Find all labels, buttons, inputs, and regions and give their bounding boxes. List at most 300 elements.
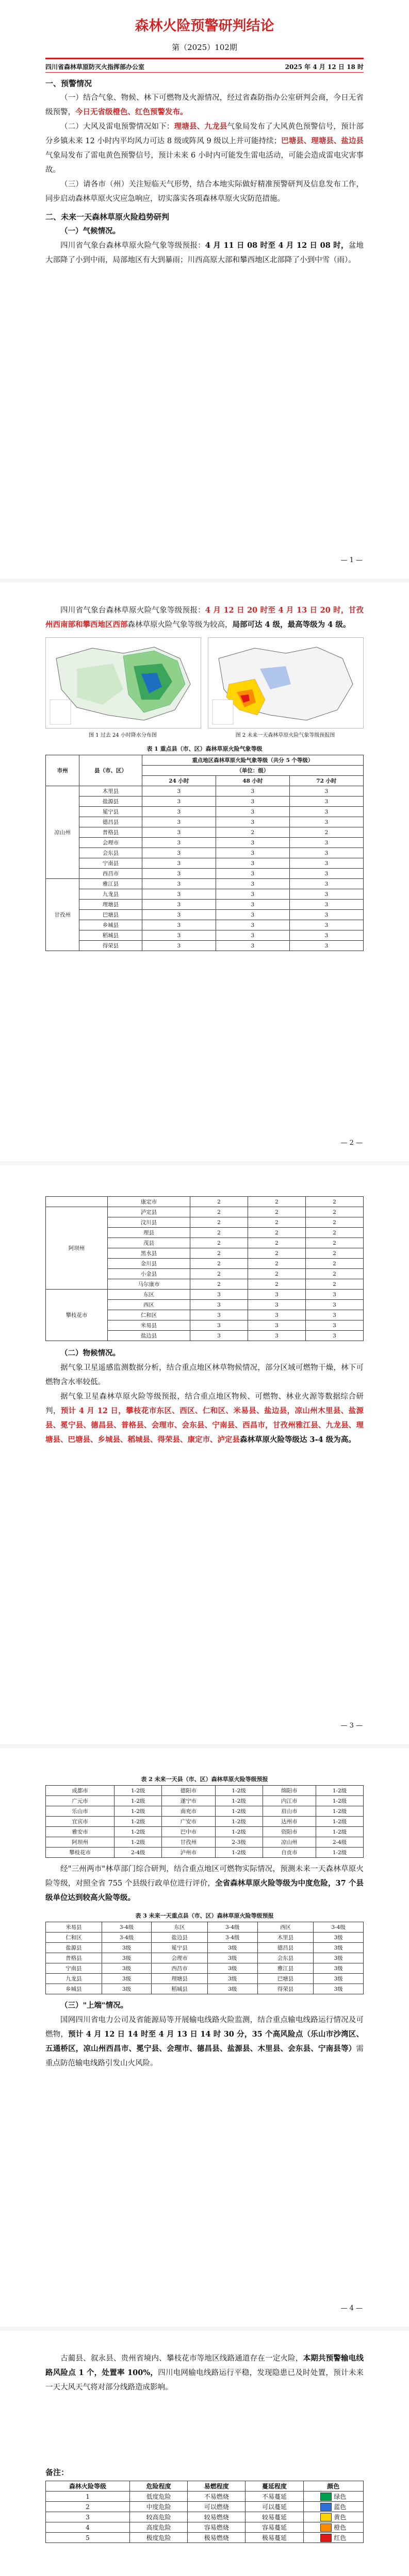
region-cell: 会东县 xyxy=(257,1953,314,1963)
level-cell: 3 xyxy=(142,827,216,838)
level-cell: 3 xyxy=(216,900,289,910)
level-cell: 2 xyxy=(306,1248,364,1259)
level-cell: 2 xyxy=(190,1207,248,1217)
level-cell: 3 xyxy=(142,858,216,869)
level-cell: 2 xyxy=(306,1269,364,1279)
county-cell: 冕宁县 xyxy=(79,807,142,817)
level-cell: 3 xyxy=(248,1331,306,1341)
level-cell: 1-2级 xyxy=(114,1837,162,1848)
level-cell: 2 xyxy=(248,1207,306,1217)
level-cell: 3 xyxy=(289,838,363,848)
city-cell: 甘孜州 xyxy=(46,879,79,951)
region-cell: 盐边县 xyxy=(152,1933,208,1943)
forecast-summary: 经"三州两市"林草部门综合研判，结合重点地区可燃物实际情况，预测未来一天森林草原火险等级，对照全省 755 个县级行政单位进行评价，全省森林草原火险等级为中度危险，37 个县级单位达到较高火险等级。 xyxy=(45,1865,364,1902)
level-cell: 3 xyxy=(216,869,289,879)
level-cell: 3 xyxy=(216,817,289,827)
level-cell: 3 xyxy=(289,930,363,941)
color-swatch xyxy=(320,2534,332,2542)
level-cell: 3-4级 xyxy=(314,1922,364,1933)
level-cell: 2 xyxy=(190,1217,248,1228)
region-cell: 广安市 xyxy=(162,1817,215,1827)
table-3-caption: 表 3 未来一天重点县（市、区）森林草原火险等级预报 xyxy=(135,1912,274,1919)
table-row xyxy=(46,930,364,941)
legend-spread-cell: 较易蔓延 xyxy=(246,2512,303,2522)
region-cell: 资阳市 xyxy=(263,1827,316,1837)
region-cell: 眉山市 xyxy=(263,1806,316,1817)
table-row xyxy=(46,1953,364,1963)
level-cell: 2 xyxy=(306,1279,364,1290)
table-row xyxy=(46,1963,364,1974)
county-cell: 康定市 xyxy=(108,1197,190,1207)
region-cell: 南充市 xyxy=(162,1806,215,1817)
level-cell: 3 xyxy=(289,786,363,796)
level-cell: 3-4级 xyxy=(102,1922,152,1933)
level-cell: 2-3级 xyxy=(215,1837,263,1848)
level-cell: 3 xyxy=(289,869,363,879)
legend-spread-cell: 容易蔓延 xyxy=(246,2522,303,2533)
table-row xyxy=(46,879,364,889)
level-cell: 3 xyxy=(289,858,363,869)
header-rule xyxy=(45,58,364,59)
region-cell: 宁南县 xyxy=(46,1963,102,1974)
region-cell: 普格县 xyxy=(46,1953,102,1963)
section-2-heading: 二、未来一天森林草原火险趋势研判 xyxy=(45,212,170,222)
forecast-paragraph: 四川省气象台森林草原火险气象等级预报：4 月 12 日 20 时至 4 月 13 日 20 时，甘孜州西南部和攀西地区西部森林草原火险气象等级为较高，局部可达 4 级，最高等级为 4 级。 xyxy=(45,606,364,629)
level-cell: 1-2级 xyxy=(114,1786,162,1796)
city-cell xyxy=(46,1197,108,1207)
table-row xyxy=(46,1207,364,1217)
level-cell: 2 xyxy=(248,1248,306,1259)
region-cell: 米易县 xyxy=(46,1922,102,1933)
region-cell: 得荣县 xyxy=(257,1984,314,1994)
table-1-caption: 表 1 重点县（市、区）森林草原火险气象等级 xyxy=(146,745,263,752)
region-cell: 木里县 xyxy=(257,1933,314,1943)
table-1-continued xyxy=(45,1196,364,1341)
level-cell: 3级 xyxy=(102,1984,152,1994)
col-unit: （单位：级） xyxy=(142,766,363,776)
county-cell: 木里县 xyxy=(79,786,142,796)
legend-danger-cell: 低度危险 xyxy=(129,2492,187,2502)
level-cell: 3 xyxy=(142,817,216,827)
region-cell: 理塘县 xyxy=(152,1974,208,1984)
col-county: 县（市、区） xyxy=(79,755,142,786)
level-cell: 3级 xyxy=(314,1963,364,1974)
region-cell: 巴中市 xyxy=(162,1827,215,1837)
legend-header: 蔓延程度 xyxy=(246,2481,303,2492)
table-row xyxy=(46,1786,364,1796)
level-cell: 3级 xyxy=(314,1953,364,1963)
level-cell: 3级 xyxy=(208,1984,258,1994)
level-cell: 3 xyxy=(190,1300,248,1310)
level-cell: 3 xyxy=(142,879,216,889)
level-cell: 2 xyxy=(190,1259,248,1269)
region-cell: 巴塘县 xyxy=(257,1974,314,1984)
level-cell: 3 xyxy=(306,1290,364,1300)
region-cell: 自贡市 xyxy=(263,1848,316,1858)
section-2-p1: 四川省气象台森林草原火险气象等级预报：4 月 11 日 08 时至 4 月 12 日 08 时，盆地大部降了小到中雨，局部地区有大到暴雨；川西高原大部和攀西地区北部降了小到中雪（雨）。 xyxy=(45,241,364,264)
table-row xyxy=(46,1827,364,1837)
level-cell: 3 xyxy=(216,910,289,920)
county-cell: 马尔康市 xyxy=(108,1279,190,1290)
region-cell: 稻城县 xyxy=(152,1984,208,1994)
level-cell: 2 xyxy=(306,1238,364,1248)
table-3 xyxy=(45,1922,364,1994)
level-cell: 3 xyxy=(216,930,289,941)
county-cell: 会理市 xyxy=(79,838,142,848)
level-cell: 3 xyxy=(142,941,216,951)
table-row xyxy=(46,1817,364,1827)
level-cell: 3 xyxy=(306,1320,364,1331)
level-cell: 3 xyxy=(142,807,216,817)
page-number: — 2 — xyxy=(340,1139,363,1147)
col-city: 市州 xyxy=(46,755,79,786)
level-cell: 2 xyxy=(248,1197,306,1207)
table-row xyxy=(46,1290,364,1300)
level-cell: 3 xyxy=(142,889,216,900)
legend-color-cell xyxy=(303,2502,363,2512)
county-cell: 金川县 xyxy=(108,1259,190,1269)
region-cell: 乡城县 xyxy=(46,1984,102,1994)
col-48h: 48 小时 xyxy=(216,776,289,786)
header-row xyxy=(45,62,364,71)
county-cell: 雅江县 xyxy=(79,879,142,889)
county-cell: 稻城县 xyxy=(79,930,142,941)
level-cell: 3 xyxy=(142,910,216,920)
level-cell: 2 xyxy=(190,1248,248,1259)
level-cell: 2 xyxy=(248,1259,306,1269)
level-cell: 3 xyxy=(142,786,216,796)
region-cell: 东区 xyxy=(152,1922,208,1933)
legend-danger-cell: 中度危险 xyxy=(129,2502,187,2512)
table-row xyxy=(46,910,364,920)
region-cell: 泸州市 xyxy=(162,1848,215,1858)
color-swatch xyxy=(320,2523,332,2532)
region-cell: 遂宁市 xyxy=(162,1796,215,1806)
level-cell: 3 xyxy=(248,1320,306,1331)
level-cell: 3 xyxy=(306,1331,364,1341)
region-cell: 内江市 xyxy=(263,1796,316,1806)
level-cell: 3 xyxy=(216,879,289,889)
level-cell: 3级 xyxy=(314,1974,364,1984)
level-cell: 1-2级 xyxy=(114,1817,162,1827)
legend-header: 危险程度 xyxy=(129,2481,187,2492)
level-cell: 3 xyxy=(142,920,216,930)
page-2 xyxy=(0,583,409,1161)
issuing-org: 四川省森林草原防灭火指挥部办公室 xyxy=(45,63,145,71)
county-cell: 汶川县 xyxy=(108,1217,190,1228)
county-cell: 茂县 xyxy=(108,1238,190,1248)
region-cell: 宜宾市 xyxy=(46,1817,114,1827)
legend-header: 易燃程度 xyxy=(188,2481,246,2492)
city-cell: 阿坝州 xyxy=(46,1207,108,1290)
county-cell: 宁南县 xyxy=(79,858,142,869)
legend-spread-cell: 不易蔓延 xyxy=(246,2492,303,2502)
table-row xyxy=(46,1984,364,1994)
table-row xyxy=(46,838,364,848)
table-row xyxy=(46,858,364,869)
level-cell: 2 xyxy=(248,1238,306,1248)
level-cell: 3 xyxy=(248,1290,306,1300)
region-cell: 德昌县 xyxy=(257,1943,314,1953)
county-cell: 巴塘县 xyxy=(79,910,142,920)
county-cell: 九龙县 xyxy=(79,889,142,900)
level-cell: 3 xyxy=(190,1320,248,1331)
level-cell: 2 xyxy=(248,1228,306,1238)
level-cell: 2 xyxy=(306,1259,364,1269)
table-row xyxy=(46,796,364,807)
level-cell: 3 xyxy=(289,796,363,807)
level-cell: 3 xyxy=(289,848,363,858)
level-cell: 2 xyxy=(190,1279,248,1290)
level-cell: 3 xyxy=(289,920,363,930)
level-cell: 1-2级 xyxy=(114,1827,162,1837)
level-cell: 1-2级 xyxy=(316,1827,364,1837)
level-cell: 3 xyxy=(142,930,216,941)
level-cell: 3 xyxy=(216,920,289,930)
level-cell: 3级 xyxy=(314,1933,364,1943)
region-cell: 绵阳市 xyxy=(263,1786,316,1796)
table-2 xyxy=(45,1785,364,1858)
region-cell: 西昌市 xyxy=(152,1963,208,1974)
level-cell: 2 xyxy=(306,1217,364,1228)
level-cell: 3 xyxy=(216,807,289,817)
legend-spread-cell: 可以蔓延 xyxy=(246,2502,303,2512)
maps-row xyxy=(45,637,364,738)
region-cell: 凉山州 xyxy=(263,1837,316,1848)
level-cell: 3 xyxy=(190,1290,248,1300)
level-cell: 3 xyxy=(306,1300,364,1310)
level-cell: 1-2级 xyxy=(215,1848,263,1858)
issue-date: 2025 年 4 月 12 日 18 时 xyxy=(285,63,364,71)
county-cell: 盐源县 xyxy=(79,796,142,807)
county-cell: 普格县 xyxy=(79,827,142,838)
level-cell: 3 xyxy=(142,848,216,858)
level-cell: 3 xyxy=(216,786,289,796)
legend-row xyxy=(46,2522,364,2533)
level-cell: 3 xyxy=(216,838,289,848)
table-row xyxy=(46,920,364,930)
page-number: — 3 — xyxy=(340,1722,363,1730)
county-cell: 仁和区 xyxy=(108,1310,190,1320)
level-cell: 2-4级 xyxy=(114,1848,162,1858)
table-row xyxy=(46,807,364,817)
level-cell: 1-2级 xyxy=(114,1806,162,1817)
table-row xyxy=(46,900,364,910)
level-cell: 3 xyxy=(248,1300,306,1310)
color-swatch xyxy=(320,2513,332,2521)
level-cell: 3 xyxy=(289,889,363,900)
page-number: — 4 — xyxy=(340,2304,363,2312)
level-cell: 1-2级 xyxy=(215,1786,263,1796)
level-cell: 1-2级 xyxy=(215,1806,263,1817)
region-cell: 西区 xyxy=(257,1922,314,1933)
phenology-p1: 据气象卫星遥感监测数据分析，结合重点地区林草物候情况，部分区域可燃物干燥，林下可燃物含水率较低。 xyxy=(45,1364,364,1386)
table-row xyxy=(46,941,364,951)
level-cell: 2 xyxy=(248,1217,306,1228)
legend-level-cell: 4 xyxy=(46,2522,130,2533)
level-cell: 3级 xyxy=(102,1953,152,1963)
fire-risk-map xyxy=(208,637,364,728)
level-cell: 3 xyxy=(289,900,363,910)
city-cell: 凉山州 xyxy=(46,786,79,879)
county-cell: 东区 xyxy=(108,1290,190,1300)
color-label: 黄色 xyxy=(334,2513,347,2521)
color-label: 绿色 xyxy=(334,2493,347,2500)
note-title: 备注： xyxy=(45,2468,69,2477)
table-row xyxy=(46,1796,364,1806)
level-cell: 1-2级 xyxy=(215,1827,263,1837)
page-1 xyxy=(0,0,409,579)
level-cell: 3 xyxy=(216,941,289,951)
region-cell: 雅江县 xyxy=(257,1963,314,1974)
legend-flam-cell: 较易燃烧 xyxy=(188,2512,246,2522)
level-cell: 3 xyxy=(216,858,289,869)
level-cell: 3 xyxy=(190,1310,248,1320)
level-cell: 2 xyxy=(289,827,363,838)
legend-spread-cell: 极易蔓延 xyxy=(246,2533,303,2543)
table-2-caption: 表 2 未来一天县（市、区）森林草原火险等级预报 xyxy=(141,1776,268,1783)
page-4 xyxy=(0,1748,409,2327)
map-1-caption: 图 1 过去 24 小时降水分布图 xyxy=(89,733,157,738)
section-1-p3: （三）请各市（州）关注短临天气形势，结合本地实际做好精准预警研判及信息发布工作，同步启动森林草原火灾应急响应，切实落实各项森林草原火灾防范措施。 xyxy=(45,180,364,203)
color-label: 红色 xyxy=(334,2534,347,2541)
county-cell: 米易县 xyxy=(108,1320,190,1331)
map-2-caption: 图 2 未来一天森林草原火险气象等级预报图 xyxy=(235,733,335,738)
header-rule-thin xyxy=(45,72,364,73)
legend-color-cell xyxy=(303,2512,363,2522)
powerline-p2: 古蔺县、叙永县、贵州省境内、攀枝花市等地区线路通道存在一定火险，本期共预警输电线路风险点 1 个，处置率 100%，四川电网输电线路运行平稳，发现隐患已及时处置，预计未来一天大风天气将对部分线路造成影响。 xyxy=(45,2354,364,2392)
legend-row xyxy=(46,2502,364,2512)
legend-level-cell: 5 xyxy=(46,2533,130,2543)
table-row xyxy=(46,827,364,838)
region-cell: 雅安市 xyxy=(46,1827,114,1837)
level-cell: 2 xyxy=(216,827,289,838)
level-cell: 2 xyxy=(248,1269,306,1279)
level-cell: 3 xyxy=(142,869,216,879)
table-row xyxy=(46,889,364,900)
precipitation-map xyxy=(45,637,201,728)
page-5 xyxy=(0,2331,409,2576)
level-cell: 3 xyxy=(142,796,216,807)
level-cell: 2 xyxy=(248,1279,306,1290)
table-row xyxy=(46,1197,364,1207)
level-cell: 3级 xyxy=(208,1963,258,1974)
legend-row xyxy=(46,2492,364,2502)
level-cell: 3-4级 xyxy=(208,1922,258,1933)
level-cell: 3 xyxy=(289,879,363,889)
color-label: 蓝色 xyxy=(334,2503,347,2511)
color-swatch xyxy=(320,2503,332,2511)
col-level: 重点地区森林草原火险气象等级（共分 5 个等级） xyxy=(142,755,363,766)
table-1 xyxy=(45,755,364,951)
table-row xyxy=(46,1943,364,1953)
level-cell: 2 xyxy=(190,1269,248,1279)
issue-number: 第（2025）102期 xyxy=(172,43,237,52)
level-cell: 3级 xyxy=(102,1974,152,1984)
color-swatch xyxy=(320,2493,332,2501)
level-cell: 3级 xyxy=(102,1943,152,1953)
level-cell: 3 xyxy=(289,817,363,827)
county-cell: 小金县 xyxy=(108,1269,190,1279)
table-row xyxy=(46,817,364,827)
col-24h: 24 小时 xyxy=(142,776,216,786)
legend-flam-cell: 容易燃烧 xyxy=(188,2522,246,2533)
level-cell: 3-4级 xyxy=(102,1933,152,1943)
legend-level-cell: 3 xyxy=(46,2512,130,2522)
table-row xyxy=(46,1933,364,1943)
level-cell: 1-2级 xyxy=(215,1817,263,1827)
subsection-powerline: （三）"上端"情况。 xyxy=(60,2002,128,2010)
section-1-heading: 一、预警情况 xyxy=(45,79,92,88)
section-1-p1: （一）结合气象、物候、林下可燃物及火源情况，经过省森防指办公室研判会商，今日无省级预警，今日无省级橙色、红色预警发布。 xyxy=(45,94,364,116)
region-cell: 乐山市 xyxy=(46,1806,114,1817)
powerline-p1: 国网四川省电力公司及省能源局等开展输电线路火险监测，结合重点输电线路运行情况及可燃物，预计 4 月 12 日 14 时至 4 月 13 日 14 时 30 分，35 个高风险点（乐山市沙湾区、五通桥区，凉山州西昌市、冕宁县、会理市、德昌县、盐源县、木里县、会东县、宁南县等）需重点防范输电线路引发山火风险。 xyxy=(45,2016,364,2067)
region-cell: 攀枝花市 xyxy=(46,1848,114,1858)
table-row xyxy=(46,1974,364,1984)
legend-row xyxy=(46,2533,364,2543)
county-cell: 理县 xyxy=(108,1228,190,1238)
region-cell: 成都市 xyxy=(46,1786,114,1796)
section-1-p2: （二）大风及雷电预警情况如下：理塘县、九龙县气象局发布了大风黄色预警信号，预计部分乡镇未来 12 小时内平均风力可达 8 级或阵风 9 级以上并可能持续；巴塘县、理塘县、盐边县气象局发布了雷电黄色预警信号，预计未来 6 小时内可能发生雷电活动，可能会造成雷电灾害事故。 xyxy=(45,122,364,174)
level-cell: 3 xyxy=(216,848,289,858)
level-cell: 2-4级 xyxy=(316,1837,364,1848)
level-cell: 2 xyxy=(190,1228,248,1238)
legend-color-cell xyxy=(303,2522,363,2533)
level-cell: 3 xyxy=(289,807,363,817)
phenology-p2: 据气象卫星森林草原火险等级预报，结合重点地区物候、可燃物、林业火源等数据综合研判，预计 4 月 12 日，攀枝花市东区、西区、仁和区、米易县、盐边县，凉山州木里县、盐源县、冕宁县、德昌县、普格县、会理市、会东县、宁南县、西昌市，甘孜州雅江县、九龙县、理塘县、巴塘县、乡城县、稻城县、得荣县、康定市、泸定县森林草原火险等级达 3-4 级为高。 xyxy=(45,1393,364,1444)
table-row xyxy=(46,848,364,858)
level-cell: 1-2级 xyxy=(316,1786,364,1796)
legend-header: 颜色 xyxy=(303,2481,363,2492)
level-cell: 2 xyxy=(190,1197,248,1207)
region-cell: 甘孜州 xyxy=(162,1837,215,1848)
level-cell: 3级 xyxy=(208,1943,258,1953)
level-cell: 3 xyxy=(248,1310,306,1320)
color-label: 橙色 xyxy=(334,2523,347,2531)
legend-flam-cell: 可以燃烧 xyxy=(188,2502,246,2512)
level-cell: 1-2级 xyxy=(215,1796,263,1806)
county-cell: 理塘县 xyxy=(79,900,142,910)
level-cell: 3 xyxy=(142,838,216,848)
level-cell: 3级 xyxy=(314,1943,364,1953)
legend-level-cell: 2 xyxy=(46,2502,130,2512)
region-cell: 广元市 xyxy=(46,1796,114,1806)
county-cell: 西区 xyxy=(108,1300,190,1310)
level-cell: 3-4级 xyxy=(208,1933,258,1943)
region-cell: 盐源县 xyxy=(46,1943,102,1953)
table-row xyxy=(46,869,364,879)
level-cell: 1-2级 xyxy=(316,1796,364,1806)
county-cell: 德昌县 xyxy=(79,817,142,827)
county-cell: 会东县 xyxy=(79,848,142,858)
region-cell: 冕宁县 xyxy=(152,1943,208,1953)
level-cell: 3 xyxy=(142,900,216,910)
page-number: — 1 — xyxy=(340,556,363,564)
region-cell: 阿坝州 xyxy=(46,1837,114,1848)
level-cell: 3级 xyxy=(314,1984,364,1994)
level-cell: 3级 xyxy=(102,1963,152,1974)
county-cell: 得荣县 xyxy=(79,941,142,951)
table-row xyxy=(46,1806,364,1817)
legend-color-cell xyxy=(303,2533,363,2543)
level-cell: 2 xyxy=(306,1197,364,1207)
subsection-phenology: （二）物候情况。 xyxy=(60,1349,120,1358)
legend-color-cell xyxy=(303,2492,363,2502)
level-cell: 3级 xyxy=(208,1953,258,1963)
page-3 xyxy=(0,1165,409,1744)
level-cell: 3 xyxy=(216,796,289,807)
table-row xyxy=(46,786,364,796)
